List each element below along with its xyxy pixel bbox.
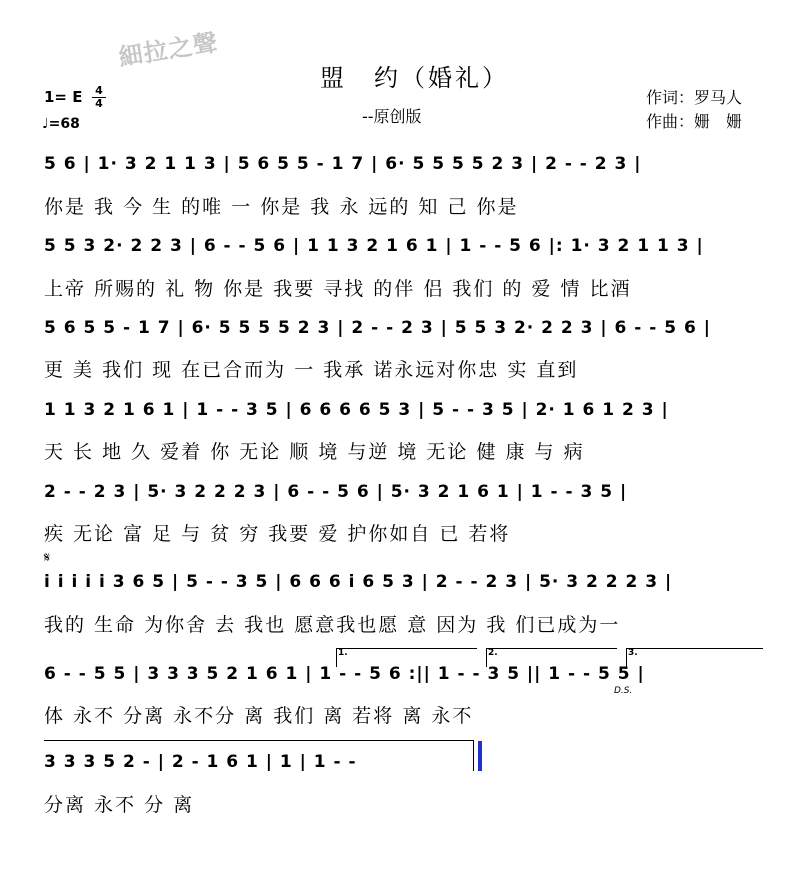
notation-row: 5 6 | 1· 3 2 1 1 3 | 5 6 5 5 - 1 7 | 6· 5 5 5 5 2 3 | 2 - - 2 3 | [44, 154, 642, 174]
tempo-marking: ♩=68 [42, 116, 80, 132]
lyrics-line-3: 更 美 我们 现 在已合而为 一 我承 诺永远对你忠 实 直到 [44, 359, 579, 381]
lyrics-line-5: 疾 无论 富 足 与 贫 穷 我要 爱 护你如自 已 若将 [44, 523, 511, 545]
score-line-7 [44, 656, 764, 696]
score-line-2 [44, 228, 764, 268]
second-ending-number: 2. [488, 648, 498, 658]
notation-row: i i i i i 3 6 5 | 5 - - 3 5 | 6 6 6 i 6 5 3 | 2 - - 2 3 | 5· 3 2 2 2 3 | [44, 572, 673, 592]
song-title: 盟 约（婚礼） [320, 64, 509, 92]
credits [646, 86, 742, 134]
score-line-1 [44, 146, 764, 186]
score-line-5 [44, 474, 764, 514]
key-signature: 1= E [44, 88, 83, 106]
final-barline-thin [473, 741, 474, 771]
notation-row: 5 6 5 5 - 1 7 | 6· 5 5 5 5 2 3 | 2 - - 2 3 | 5 5 3 2· 2 2 3 | 6 - - 5 6 | [44, 318, 711, 338]
lyrics-line-1: 你是 我 今 生 的唯 一 你是 我 永 远的 知 己 你是 [44, 196, 519, 218]
lyrics-line-4: 天 长 地 久 爱着 你 无论 顺 境 与逆 境 无论 健 康 与 病 [44, 441, 585, 463]
notation-row: 3 3 3 5 2 - | 2 - 1 6 1 | 1 | 1 - - [44, 752, 357, 772]
final-system-bracket [44, 740, 474, 741]
watermark-logo: 細拉之聲 [116, 28, 220, 72]
notation-row: 2 - - 2 3 | 5· 3 2 2 2 3 | 6 - - 5 6 | 5· 3 2 1 6 1 | 1 - - 3 5 | [44, 482, 628, 502]
time-signature [92, 85, 106, 110]
final-barline-thick [478, 741, 482, 771]
first-ending-number: 1. [338, 648, 348, 658]
notation-row: 6 - - 5 5 | 3 3 3 5 2 1 6 1 | 1 - - 5 6 :|| 1 - - 3 5 || 1 - - 5 5 | [44, 664, 645, 684]
time-signature-bottom: 4 [92, 97, 106, 110]
composer-credit: 作曲：姗 姗 [646, 112, 743, 131]
dal-segno-mark: D.S. [614, 686, 633, 696]
score-line-8 [44, 744, 484, 784]
lyrics-line-8: 分离 永不 分 离 [44, 794, 195, 816]
score-line-3 [44, 310, 764, 350]
third-ending-number: 3. [628, 648, 638, 658]
score-line-4 [44, 392, 764, 432]
lyricist-credit: 作词：罗马人 [646, 88, 743, 107]
lyrics-line-2: 上帝 所赐的 礼 物 你是 我要 寻找 的伴 侣 我们 的 爱 情 比酒 [44, 278, 632, 300]
lyrics-line-6: 我的 生命 为你舍 去 我也 愿意我也愿 意 因为 我 们已成为一 [44, 614, 621, 636]
notation-row: 1 1 3 2 1 6 1 | 1 - - 3 5 | 6 6 6 6 5 3 | 5 - - 3 5 | 2· 1 6 1 2 3 | [44, 400, 669, 420]
score-line-6 [44, 564, 764, 604]
time-signature-top: 4 [95, 84, 103, 97]
lyrics-line-7: 体 永不 分离 永不分 离 我们 离 若将 离 永不 [44, 705, 474, 727]
version-subtitle: --原创版 [362, 107, 422, 126]
notation-row: 5 5 3 2· 2 2 3 | 6 - - 5 6 | 1 1 3 2 1 6 1 | 1 - - 5 6 |: 1· 3 2 1 1 3 | [44, 236, 704, 256]
segno-sign: 𝄋 [44, 550, 51, 566]
